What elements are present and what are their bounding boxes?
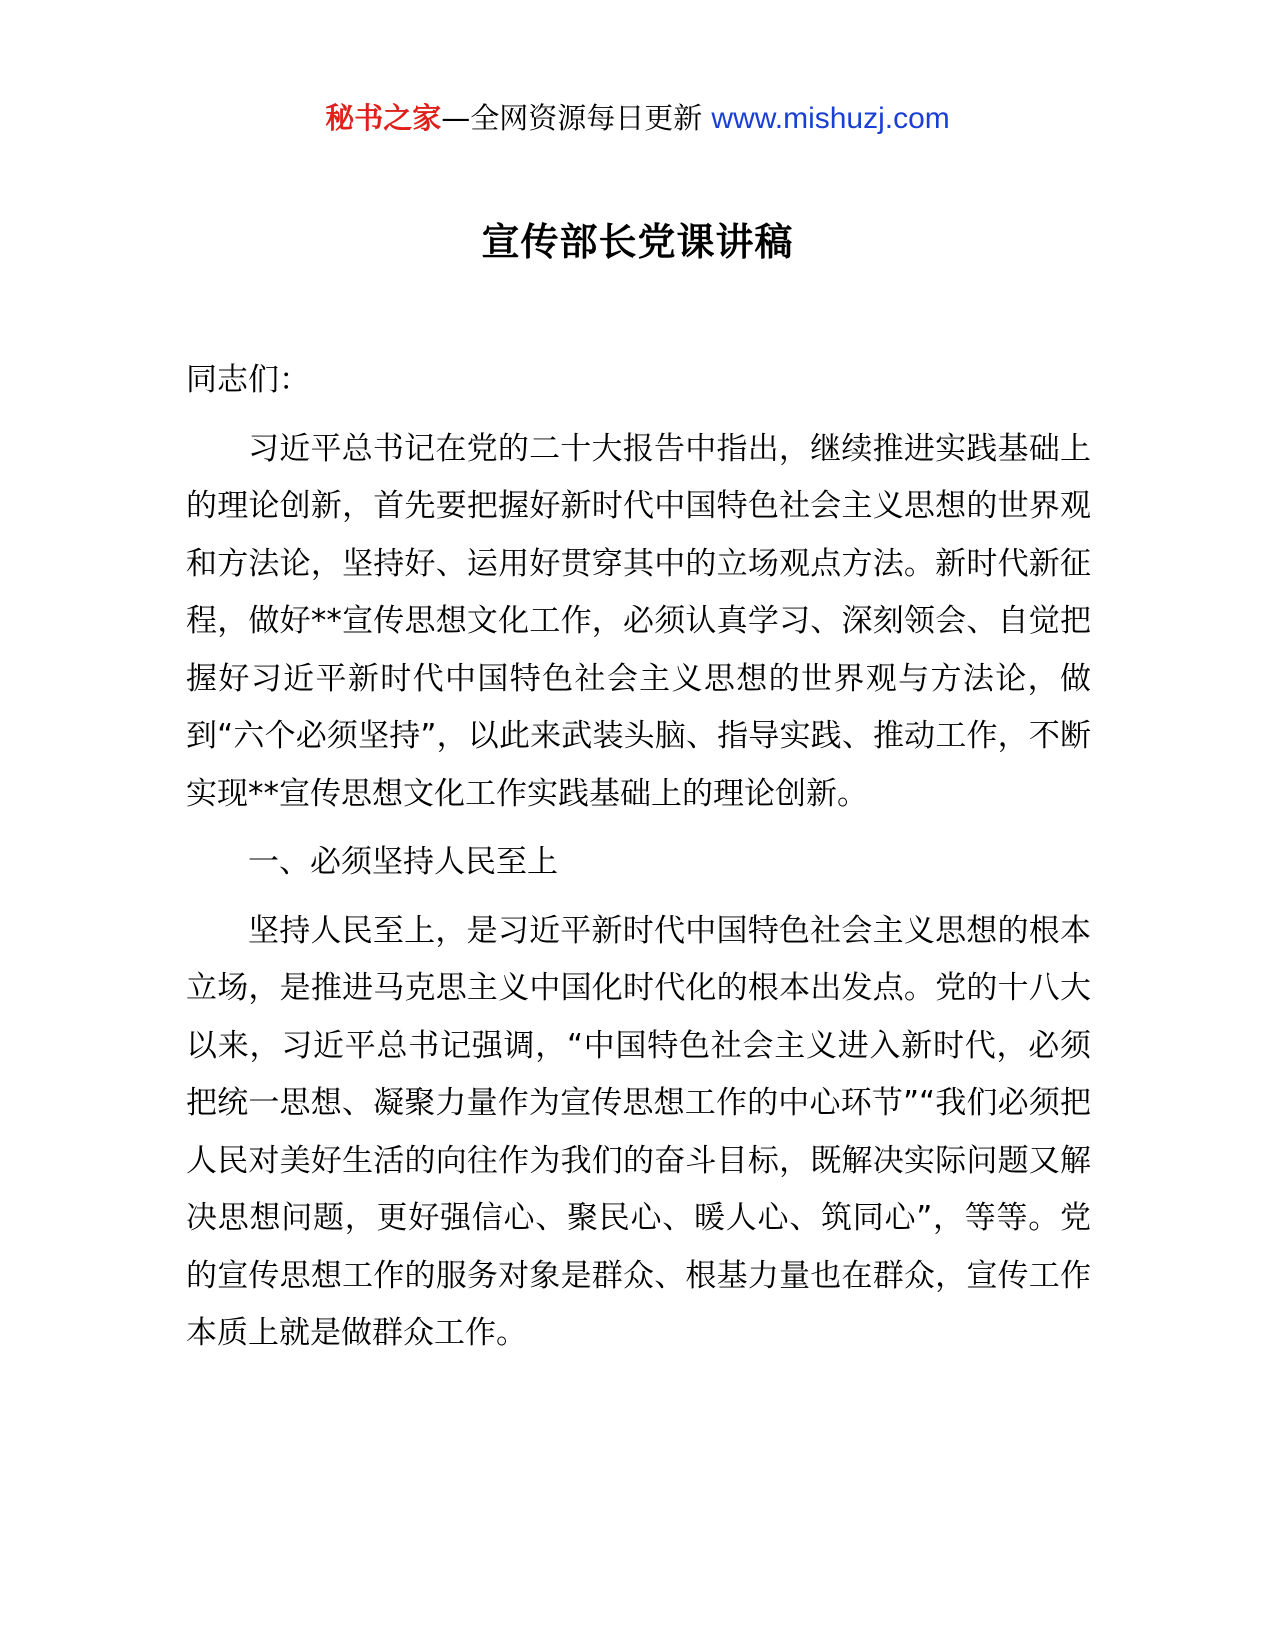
site-url-link[interactable]: www.mishuzj.com [711,102,950,135]
site-tagline: —全网资源每日更新 [441,101,712,135]
document-title: 宣传部长党课讲稿 [481,220,794,264]
section-heading: 一、必须坚持人民至上 [248,844,558,880]
body-paragraph: 坚持人民至上，是习近平新时代中国特色社会主义思想的根本立场，是推进马克思主义中国化时代化的根本出发点。党的十八大以来，习近平总书记强调，“中国特色社会主义进入新时代，必须把统一思想、凝聚力量作为宣传思想工作的中心环节”“我们必须把人民对美好生活的向往作为我们的奋斗目标，既解决实际问题又解决思想问题，更好强信心、聚民心、暖人心、筑同心”，等等。党的宣传思想工作的服务对象是群众、根基力量也在群众，宣传工作本质上就是做群众工作。 [186,912,1091,1351]
document-body [186,352,1091,1363]
brand-name: 秘书之家 [325,101,442,135]
salutation: 同志们： [186,362,310,398]
body-paragraph: 习近平总书记在党的二十大报告中指出，继续推进实践基础上的理论创新，首先要把握好新时代中国特色社会主义思想的世界观和方法论，坚持好、运用好贯穿其中的立场观点方法。新时代新征程，做好**宣传思想文化工作，必须认真学习、深刻领会、自觉把握好习近平新时代中国特色社会主义思想的世界观与方法论，做到“六个必须坚持”，以此来武装头脑、指导实践、推动工作，不断实现**宣传思想文化工作实践基础上的理论创新。 [186,430,1091,812]
site-header [0,96,1275,141]
